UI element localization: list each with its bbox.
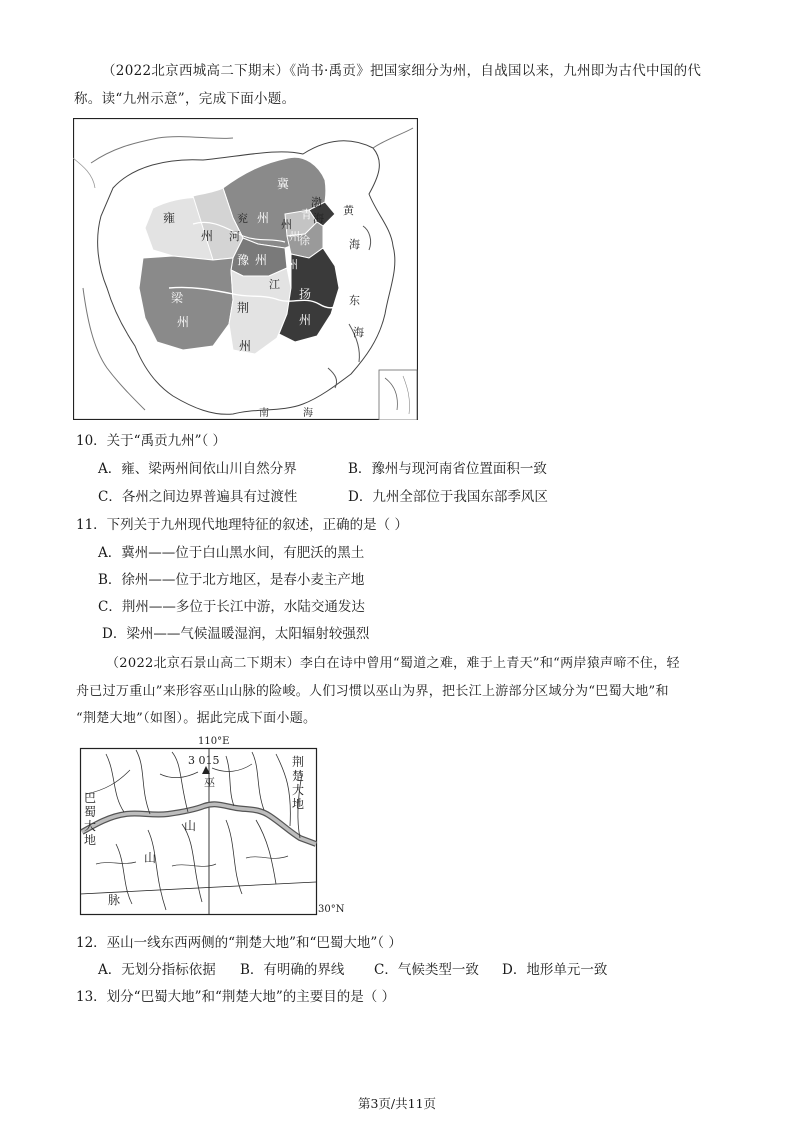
- label-jingchu-1: 荆: [292, 755, 305, 769]
- question-10-option-a[interactable]: A．雍、梁两州间依山川自然分界: [98, 461, 297, 477]
- question-12-option-a[interactable]: A．无划分指标依据: [98, 962, 216, 978]
- question-10-option-d[interactable]: D．九州全部位于我国东部季风区: [348, 489, 548, 505]
- intro-paragraph-1: [102, 57, 742, 85]
- label-yong-2: 州: [201, 229, 214, 243]
- label-yang-2: 州: [299, 313, 312, 327]
- question-10-option-c[interactable]: C．各州之间边界普遍具有过渡性: [98, 489, 298, 505]
- label-donghai-1: 东: [349, 294, 360, 307]
- label-huanghai-1: 黄: [343, 204, 354, 217]
- label-bashu-4: 地: [84, 833, 97, 847]
- label-xu-1: 徐: [299, 234, 310, 247]
- label-jingchu-2: 楚: [292, 769, 305, 783]
- label-mai: 脉: [108, 893, 121, 907]
- label-nanhai-1: 南: [259, 408, 269, 419]
- label-nanhai-2: 海: [303, 408, 313, 419]
- longitude-label: 110°E: [198, 736, 230, 747]
- peak-elevation: 3 015: [188, 754, 220, 767]
- label-jingchu-3: 大: [292, 783, 305, 797]
- page-number: 第3页/共11页: [357, 1096, 437, 1111]
- intro-2-line-1: （2022北京石景山高二下期末）李白在诗中曾用“蜀道之难，难于上青天”和“两岸猿声啼不住，轻: [106, 656, 680, 671]
- label-yang-1: 扬: [299, 287, 312, 301]
- question-12-option-b[interactable]: B．有明确的界线: [240, 962, 345, 978]
- question-12-option-c[interactable]: C．气候类型一致: [374, 962, 479, 978]
- question-11-option-b[interactable]: B．徐州——位于北方地区，是春小麦主产地: [98, 572, 365, 588]
- label-xu-2: 州: [287, 258, 298, 271]
- question-10-option-b[interactable]: B．豫州与现河南省位置面积一致: [348, 461, 547, 477]
- question-12-option-d[interactable]: D．地形单元一致: [502, 962, 608, 978]
- question-11-option-d[interactable]: D．梁州——气候温暖湿润，太阳辐射较强烈: [102, 626, 370, 642]
- label-liang-2: 州: [177, 315, 190, 329]
- label-liang-1: 梁: [171, 291, 184, 305]
- question-11-option-a[interactable]: A．冀州——位于白山黑水间，有肥沃的黑土: [98, 545, 365, 561]
- nine-provinces-map: [73, 118, 418, 420]
- label-shan-1: 山: [184, 819, 197, 833]
- label-qing-2: 州: [289, 230, 300, 243]
- label-yan-1: 兖: [237, 212, 248, 225]
- intro-2-line-2: 舟已过万重山”来形容巫山山脉的险峻。人们习惯以巫山为界，把长江上游部分区域分为“巴蜀大地”和: [76, 684, 669, 699]
- label-bohai-1: 渤: [311, 196, 322, 209]
- question-11-stem: 11．下列关于九州现代地理特征的叙述，正确的是（ ）: [76, 517, 408, 533]
- question-11-option-c[interactable]: C．荆州——多位于长江中游，水陆交通发达: [98, 599, 365, 615]
- label-qing-1: 青: [301, 208, 312, 221]
- label-huanghai-2: 海: [349, 238, 360, 251]
- label-ji-1: 冀: [277, 177, 290, 191]
- label-yu-2: 州: [255, 253, 268, 267]
- label-donghai-2: 海: [353, 326, 364, 339]
- label-ji-2: 州: [257, 211, 270, 225]
- label-yong-1: 雍: [163, 211, 176, 225]
- intro-2-line-3: “荆楚大地”（如图）。据此完成下面小题。: [76, 711, 317, 726]
- label-bashu-2: 蜀: [84, 805, 97, 819]
- intro-1-line-2: 称。读“九州示意”，完成下面小题。: [74, 91, 296, 107]
- label-yu-1: 豫: [237, 253, 250, 267]
- label-jing-1: 荆: [237, 301, 250, 315]
- question-12-stem: 12．巫山一线东西两侧的“荆楚大地”和“巴蜀大地”（ ）: [76, 935, 402, 951]
- label-wu: 巫: [204, 776, 215, 789]
- label-yan-2: 州: [281, 218, 292, 231]
- label-bohai-2: 海: [313, 212, 324, 225]
- intro-paragraph-1-cont: [74, 85, 734, 113]
- latitude-label: 30°N: [318, 904, 345, 915]
- label-shan-2: 山: [144, 851, 157, 865]
- question-10-stem: 10．关于“禹贡九州”（ ）: [76, 433, 227, 449]
- label-jingchu-4: 地: [292, 797, 305, 811]
- label-bashu-1: 巴: [84, 791, 97, 805]
- question-13-stem: 13．划分“巴蜀大地”和“荆楚大地”的主要目的是（ ）: [76, 989, 396, 1005]
- label-river: 河: [229, 230, 240, 243]
- label-jiang: 江: [269, 278, 280, 291]
- intro-1-line-1: （2022北京西城高二下期末）《尚书·禹贡》把国家细分为州，自战国以来，九州即为古代中国的代: [102, 63, 702, 79]
- label-bashu-3: 大: [84, 819, 97, 833]
- label-jing-2: 州: [239, 339, 252, 353]
- wushan-map: [76, 734, 348, 918]
